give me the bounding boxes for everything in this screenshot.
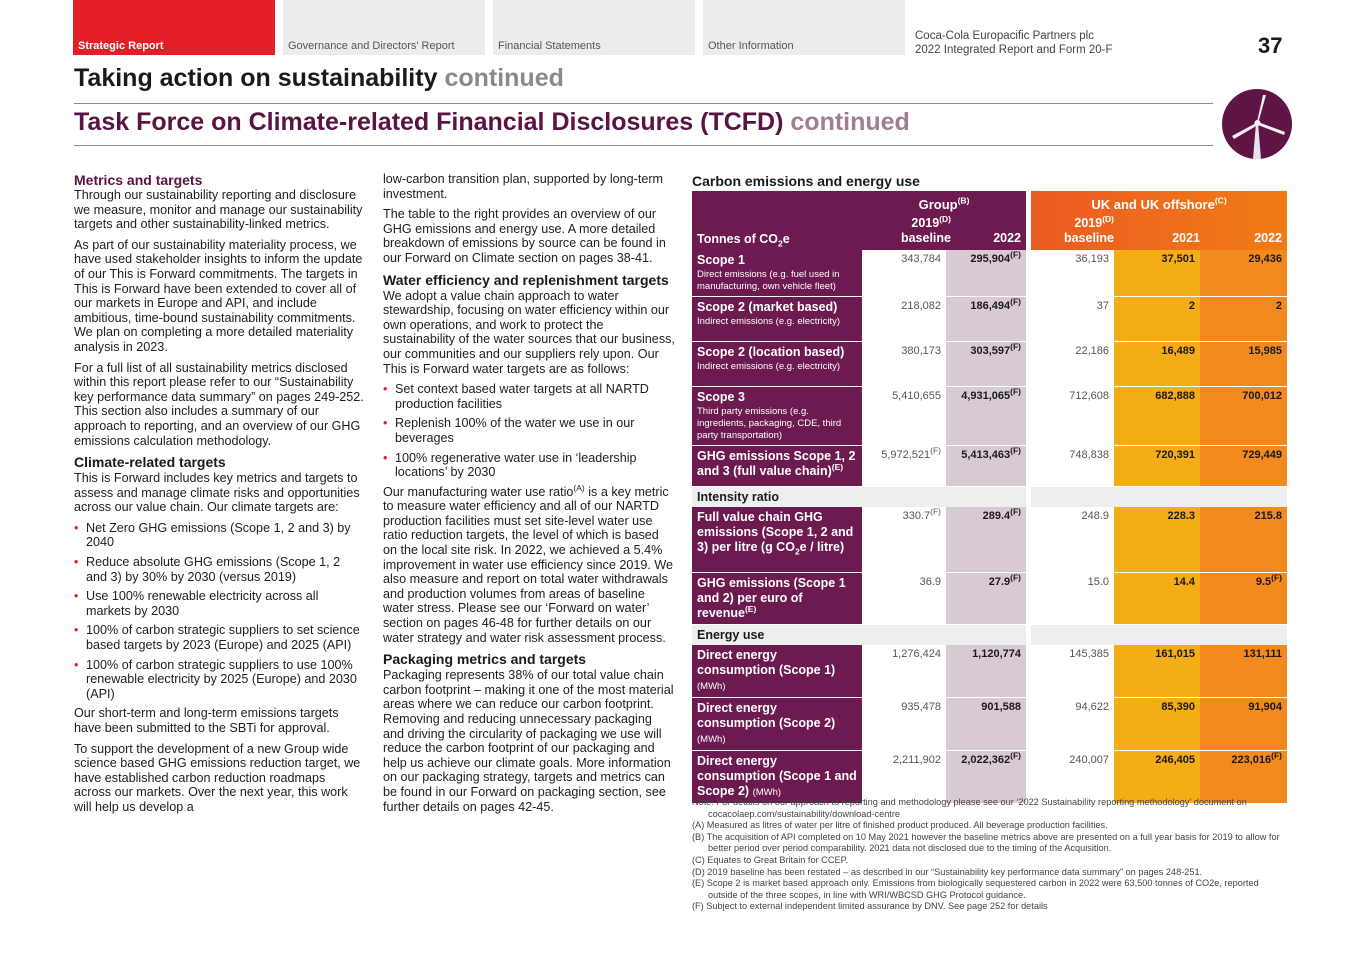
wind-turbine-icon: [1222, 89, 1292, 159]
note: (C) Equates to Great Britain for CCEP.: [692, 854, 849, 865]
list-item: • 100% of carbon strategic suppliers to set science based targets by 2023 (Europe) and 2025 (API): [74, 623, 364, 652]
divider: [74, 103, 1213, 104]
paragraph: For a full list of all sustainability metrics disclosed within this report please refer to our “Sustainability key performance data summary” on pages 249-252. This section also includes a summary of our approach to reporting, and an overview of our GHG emissions calculation methodology.: [74, 360, 364, 448]
list-item: • Net Zero GHG emissions (Scope 1, 2 and 3) by 2040: [74, 521, 364, 550]
section-title: Task Force on Climate-related Financial Disclosures (TCFD) continued: [74, 108, 910, 136]
table-row: Direct energy consumption (Scope 2) (MWh) 935,478 901,588 94,622 85,390 91,904: [692, 697, 1287, 750]
list-item: • Replenish 100% of the water we use in our beverages: [383, 416, 675, 445]
header-uk: UK and UK offshore$^{(C)}$ $2019^{(D)}$ baseline 2021 2022: [1031, 191, 1287, 250]
table-title: Carbon emissions and energy use: [692, 173, 920, 189]
paragraph: low-carbon transition plan, supported by long-term investment.: [383, 172, 664, 201]
tab-governance[interactable]: Governance and Directors' Report: [283, 0, 485, 55]
emissions-table: [692, 191, 1287, 803]
note: (E) Scope 2 is market based approach only. Emissions from biologically sequestered carbon in 2022 were 63,500 tonnes of CO2e, reported outside of the three scopes, in line with WRI/WBCSD GHG Protocol guidance.: [692, 878, 1259, 900]
tab-other-information[interactable]: Other Information: [703, 0, 905, 55]
tab-strategic-report[interactable]: Strategic Report: [73, 0, 275, 55]
heading-climate-targets: Climate-related targets: [74, 454, 226, 471]
column-metrics: [74, 172, 364, 821]
list-item: • 100% regenerative water use in ‘leadership locations’ by 2030: [383, 451, 675, 480]
table-row: Scope 2 (market based) Indirect emissions (e.g. electricity) 218,082 $186,494^{(F)}$ 37 2 2: [692, 297, 1287, 342]
list-item: • Use 100% renewable electricity across all markets by 2030: [74, 589, 364, 618]
note: Note: For details on our approach to reporting and methodology please see our ‘2022 Sustainability reporting methodology’ document on cocacolaep.com/sustainability/download-centre: [692, 797, 1247, 819]
note: (F) Subject to external independent limited assurance by DNV. See page 252 for details: [692, 901, 1048, 912]
page-number: 37: [1258, 33, 1283, 58]
header-label: Tonnes of $CO_2e$: [692, 191, 862, 250]
tab-financial-statements[interactable]: Financial Statements: [493, 0, 695, 55]
water-targets-list: [383, 382, 675, 480]
section-energy-use: Energy use: [692, 624, 1287, 645]
table-notes: [692, 797, 1282, 913]
table-row: Direct energy consumption (Scope 1 and Scope 2) (MWh) 2,211,902 $2,022,362^{(F)}$ 240,007 246,405 $223,016^{(F)}$: [692, 750, 1287, 803]
climate-targets-list: [74, 521, 364, 702]
section-intensity-ratio: Intensity ratio: [692, 487, 1287, 508]
note: (B) The acquisition of API completed on 10 May 2021 however the baseline metrics above are presented on a full year basis for 2019 to allow for better period over period comparability. 2021 data not disclosed due to the timing of the Acquisition.: [692, 831, 1280, 854]
list-item: • 100% of carbon strategic suppliers to use 100% renewable electricity by 2025 (Europe) and 2030 (API): [74, 658, 364, 702]
paragraph: Our manufacturing water use ratio$^{(A)}$ is a key metric to measure water efficiency and all of our NARTD production facilities must set site-level water use ratio reduction targets, the level of which is based on the local site risk. In 2022, we achieved a 5.4% improvement in water use efficiency since 2019. We also measure and report on total water withdrawals and production volumes from areas of baseline water stress. Please see our ‘Forward on water’ section on pages 46-48 for further details on our water strategy and water risk assessment process.: [383, 482, 674, 645]
list-item: • Set context based water targets at all NARTD production facilities: [383, 382, 675, 411]
report-title: Coca-Cola Europacific Partners plc 2022 Integrated Report and Form 20-F: [915, 30, 1113, 56]
heading-water: Water efficiency and replenishment targets: [383, 271, 669, 288]
paragraph: Packaging represents 38% of our total value chain carbon footprint – making it one of the most material areas where we can reduce our carbon footprint. Removing and reducing unnecessary packaging and driving the circularity of packaging we use will reduce the carbon footprint of our packaging and help us achieve our climate goals. More information on our packaging strategy, targets and metrics can be found in our Forward on packaging section, see further details on pages 42-45.: [383, 668, 674, 814]
table-row: Scope 2 (location based) Indirect emissions (e.g. electricity) 380,173 $303,597^{(F)}$ 22,186 16,489 15,985: [692, 342, 1287, 387]
paragraph: This is Forward includes key metrics and targets to assess and manage climate risks and opportunities across our value chain. Our climate targets are:: [74, 471, 360, 515]
table-row: Direct energy consumption (Scope 1) (MWh) 1,276,424 1,120,774 145,385 161,015 131,111: [692, 645, 1287, 698]
table-row: Scope 3 Third party emissions (e.g. ingredients, packaging, CDE, third party transportation) 5,410,655 $4,931,065^{(F)}$ 712,608 682,888 700,012: [692, 387, 1287, 446]
table-row: Full value chain GHG emissions (Scope 1, 2 and 3) per litre (g $CO_2e$ / litre) $330.7^{(F)}$ $289.4^{(F)}$ 248.9 228.3 215.8: [692, 507, 1287, 572]
table-row: GHG emissions (Scope 1 and 2) per euro of revenue$^{(E)}$ 36.9 $27.9^{(F)}$ 15.0 14.4 $9.5^{(F)}$: [692, 572, 1287, 624]
paragraph: Through our sustainability reporting and disclosure we measure, monitor and manage our sustainability targets and other sustainability-linked metrics.: [74, 188, 363, 232]
page-title: Taking action on sustainability continued: [74, 64, 564, 92]
note: (A) Measured as litres of water per litre of finished product produced. All beverage production facilities.: [692, 820, 1108, 831]
paragraph: We adopt a value chain approach to water stewardship, focusing on water efficiency within our own operations, and work to protect the sustainability of the water sources that our business, our communities and our suppliers rely upon. Our This is Forward water targets are as follows:: [383, 288, 675, 376]
table-header-row: [692, 191, 1287, 250]
table-row: Scope 1 Direct emissions (e.g. fuel used in manufacturing, own vehicle fleet) 343,784 $295,904^{(F)}$ 36,193 37,501 29,436: [692, 250, 1287, 297]
table-row: GHG emissions Scope 1, 2 and 3 (full value chain)$^{(E)}$ $5,972,521^{(F)}$ $5,413,463^{(F)}$ 748,838 720,391 729,449: [692, 446, 1287, 487]
note: (D) 2019 baseline has been restated – as described in our “Sustainability key performance data summary” on pages 248-251.: [692, 866, 1203, 877]
paragraph: The table to the right provides an overview of our GHG emissions and energy use. A more detailed breakdown of emissions by source can be found in our Forward on Climate section on pages 38-41.: [383, 207, 666, 265]
divider: [74, 145, 1213, 146]
column-water-packaging: [383, 172, 675, 820]
header-group: Group$^{(B)}$ $2019^{(D)}$ baseline 2022: [862, 191, 1026, 250]
paragraph: To support the development of a new Group wide science based GHG emissions reduction target, we have established carbon reduction roadmaps across our markets. Over the next year, this work will help us develop a: [74, 741, 361, 814]
paragraph: Our short-term and long-term emissions targets have been submitted to the SBTi for approval.: [74, 706, 339, 735]
heading-packaging: Packaging metrics and targets: [383, 651, 587, 668]
paragraph: As part of our sustainability materiality process, we have used stakeholder insights to inform the update of our This is Forward commitments. The targets in This is Forward have been extended to cover all of our markets in Europe and API, and include ambitious, time-bound sustainability commitments. We plan on completing a more detailed materiality analysis in 2023.: [74, 237, 363, 354]
list-item: • Reduce absolute GHG emissions (Scope 1, 2 and 3) by 30% by 2030 (versus 2019): [74, 555, 364, 584]
heading-metrics: Metrics and targets: [74, 172, 203, 188]
